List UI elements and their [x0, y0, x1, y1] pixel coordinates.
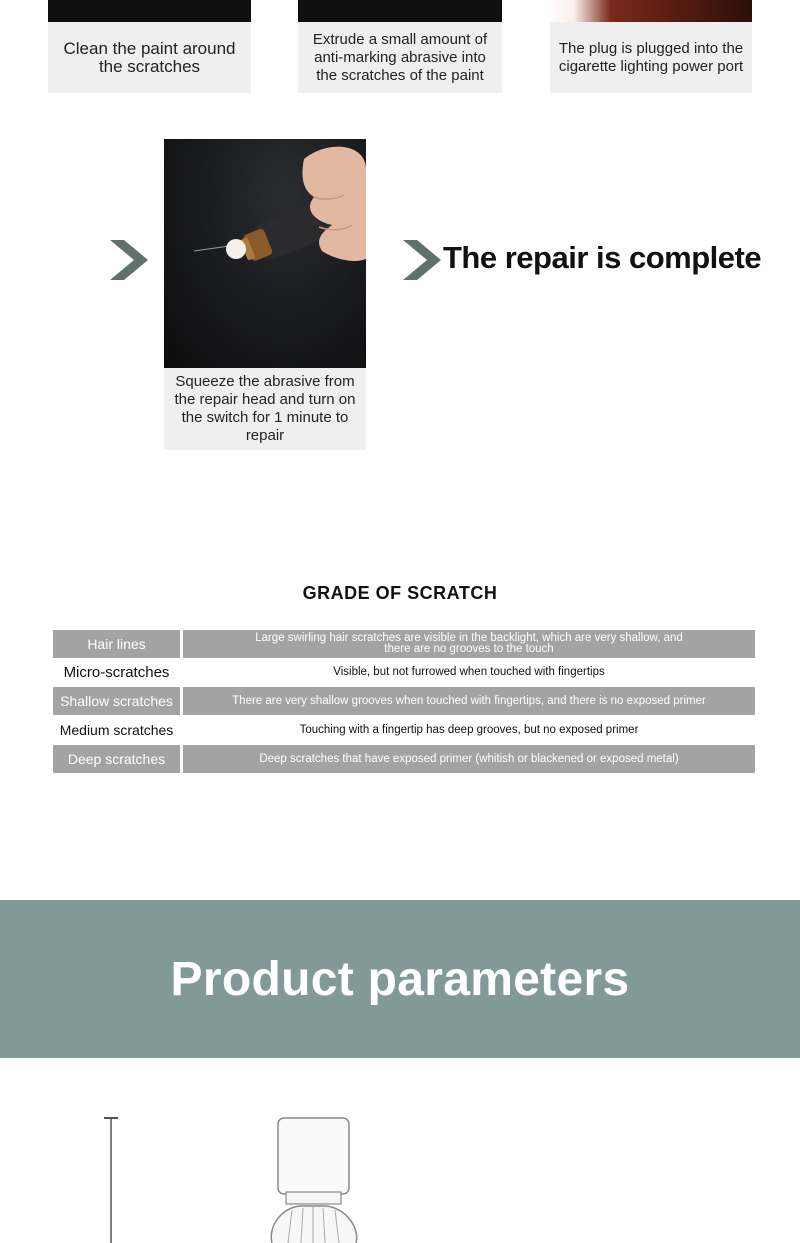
grade-desc: Deep scratches that have exposed primer (whitish or blackened or exposed metal)	[183, 745, 755, 773]
grade-row	[53, 630, 755, 658]
grade-desc: Visible, but not furrowed when touched with fingertips	[183, 658, 755, 686]
step-3-caption: The plug is plugged into the cigarette lighting power port	[550, 22, 752, 93]
step-2-caption: Extrude a small amount of anti-marking abrasive into the scratches of the paint	[298, 22, 502, 93]
grade-name: Deep scratches	[53, 745, 180, 773]
step-3-image	[550, 0, 752, 22]
step-1-image	[48, 0, 251, 22]
grade-name: Medium scratches	[53, 716, 180, 744]
section-banner	[0, 900, 800, 1058]
result-heading: The repair is complete	[443, 240, 762, 275]
step-2-image	[298, 0, 502, 22]
grade-row	[53, 716, 755, 744]
grade-name: Micro-scratches	[53, 658, 180, 686]
chevron-right-icon	[403, 240, 441, 280]
grade-desc: Large swirling hair scratches are visible in the backlight, which are very shallow, and there are no grooves to the touch	[183, 630, 755, 658]
grade-row	[53, 687, 755, 715]
grade-name: Shallow scratches	[53, 687, 180, 715]
step-4-photo	[164, 139, 366, 368]
product-dimension-drawing	[0, 1058, 800, 1243]
grade-row	[53, 745, 755, 773]
step-4-caption: Squeeze the abrasive from the repair head and turn on the switch for 1 minute to repair	[164, 368, 366, 450]
repair-tool-illustration	[164, 139, 366, 368]
grade-desc: Touching with a fingertip has deep grooves, but no exposed primer	[183, 716, 755, 744]
grade-desc: There are very shallow grooves when touched with fingertips, and there is no exposed primer	[183, 687, 755, 715]
banner-title: Product parameters	[170, 952, 630, 1006]
grade-row	[53, 658, 755, 686]
chevron-right-icon	[110, 240, 148, 280]
grade-title: GRADE OF SCRATCH	[302, 583, 498, 603]
grade-name: Hair lines	[53, 630, 180, 658]
step-1-caption: Clean the paint around the scratches	[48, 22, 251, 93]
